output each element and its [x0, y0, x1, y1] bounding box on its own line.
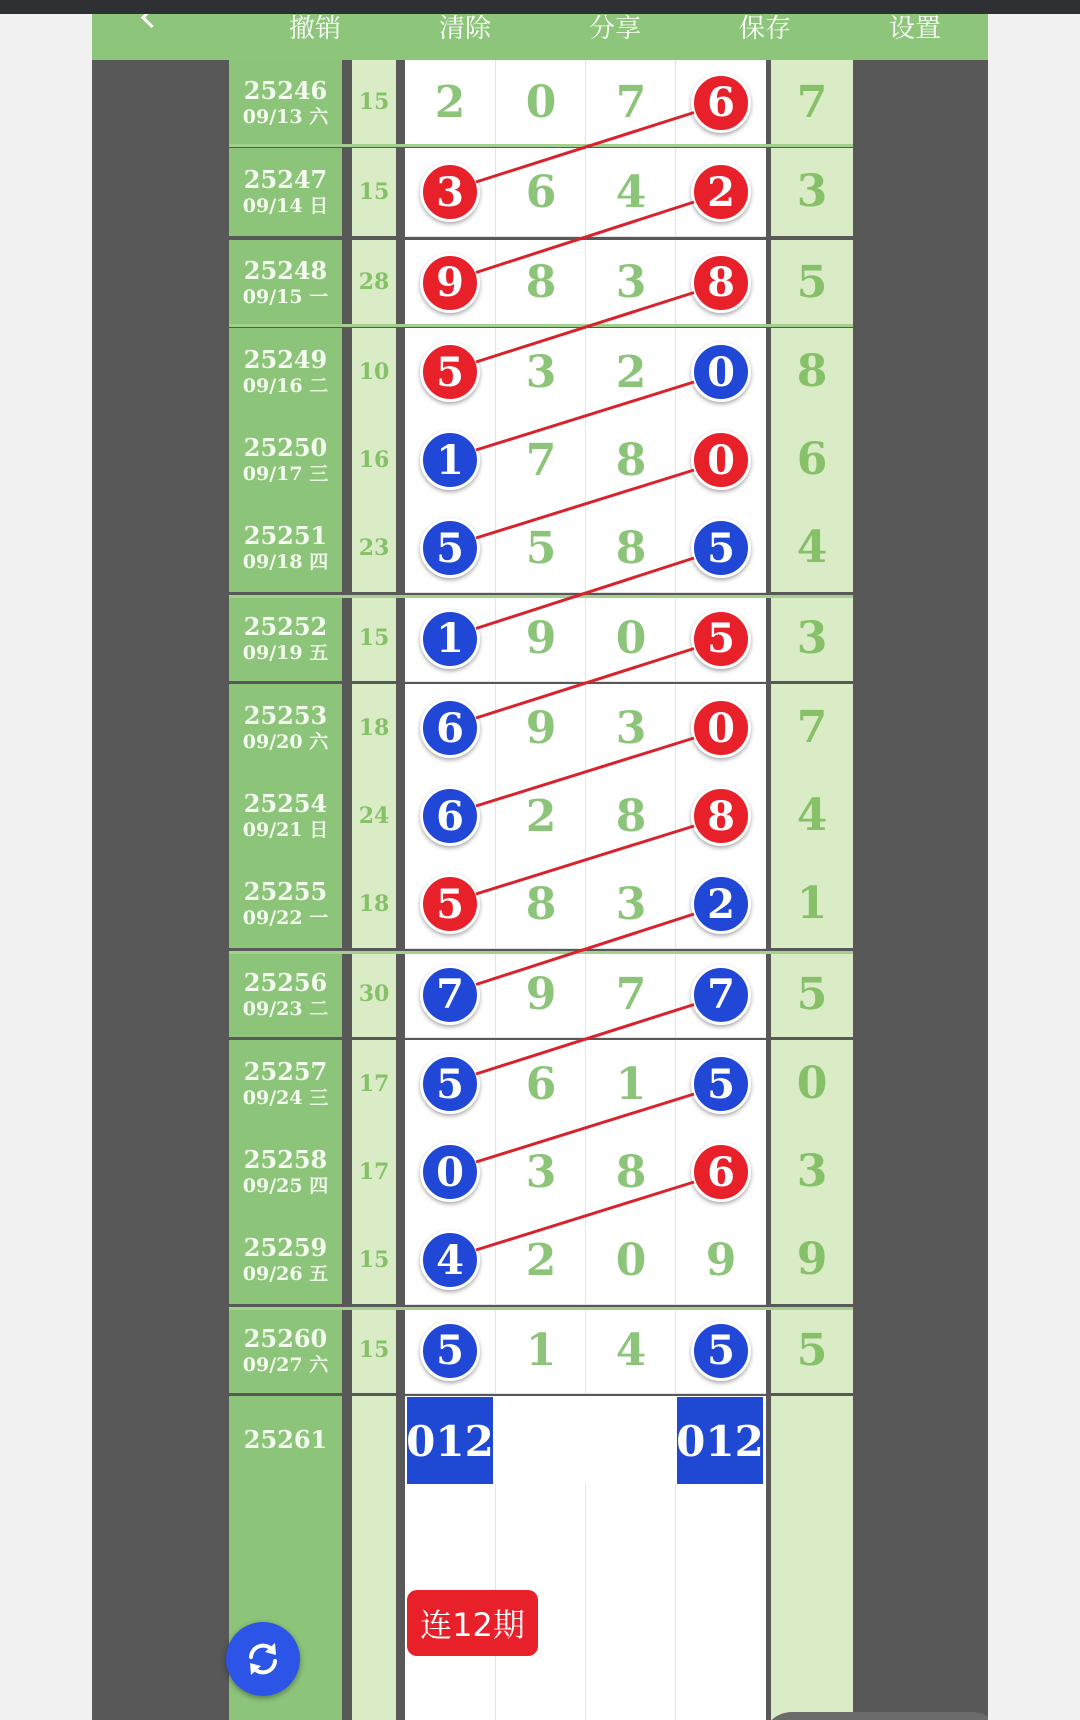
issue-date: 09/14 日	[242, 195, 329, 217]
blue-ball: 6	[420, 786, 480, 846]
digit-text: 4	[615, 166, 647, 218]
sum-cell: 17	[352, 1128, 396, 1216]
connector-line	[476, 738, 694, 806]
extra-digit-cell: 4	[771, 504, 853, 592]
undo-button[interactable]: 撤销	[288, 14, 341, 44]
prediction-box[interactable]: 012	[407, 1397, 493, 1485]
digit-text: 0	[615, 613, 647, 664]
extra-digit-cell: 5	[771, 240, 853, 325]
issue-number: 25260	[243, 1323, 328, 1353]
connector-line	[476, 1005, 694, 1075]
digit-text: 4	[615, 1325, 647, 1376]
connector-line	[476, 558, 694, 629]
issue-date: 09/13 六	[242, 105, 329, 128]
digit-text: 2	[615, 346, 647, 398]
red-ball: 5	[420, 342, 480, 402]
issue-date: 09/26 五	[242, 1263, 329, 1285]
extra-digit-cell: 3	[771, 596, 853, 681]
extra-digit-cell: 7	[771, 684, 853, 772]
blue-ball: 5	[691, 518, 751, 578]
sum-cell: 18	[352, 860, 396, 948]
digit-text: 9	[525, 969, 557, 1020]
issue-date: 09/24 三	[242, 1087, 329, 1109]
blue-ball: 5	[420, 518, 480, 578]
refresh-button[interactable]	[226, 1622, 300, 1696]
streak-badge: 连12期	[407, 1590, 538, 1656]
digit-text: 0	[525, 77, 557, 128]
issue-date: 09/15 一	[242, 285, 329, 308]
issue-number: 25251	[243, 521, 328, 550]
blue-ball: 5	[691, 1054, 751, 1114]
refresh-icon	[241, 1637, 285, 1681]
digit-text: 8	[615, 1146, 647, 1198]
digit-text: 0	[615, 1234, 647, 1286]
sum-cell: 15	[352, 148, 396, 236]
extra-digit-cell: 7	[771, 60, 853, 145]
extra-digit-cell: 3	[771, 1128, 853, 1216]
issue-number: 25257	[243, 1057, 328, 1086]
connector-line	[476, 470, 694, 538]
connector-line	[476, 1094, 694, 1162]
extra-digit-cell: 0	[771, 1040, 853, 1128]
issue-date: 09/25 四	[242, 1175, 329, 1197]
blue-ball: 5	[420, 1321, 480, 1381]
blue-ball: 5	[420, 1054, 480, 1114]
issue-date: 09/19 五	[242, 641, 329, 664]
extra-digit-cell: 5	[771, 1308, 853, 1393]
digit-text: 8	[525, 257, 557, 308]
app-window	[92, 14, 988, 1720]
issue-date: 09/18 四	[242, 551, 329, 573]
digit-text: 8	[615, 434, 647, 486]
sum-cell: 15	[352, 1216, 396, 1304]
connector-line	[476, 293, 694, 363]
digit-text: 6	[525, 166, 557, 218]
issue-number: 25253	[243, 701, 328, 730]
sum-cell: 10	[352, 328, 396, 416]
digit-text: 1	[525, 1325, 557, 1376]
share-button[interactable]: 分享	[588, 14, 641, 44]
red-ball: 8	[691, 786, 751, 846]
blue-ball: 1	[420, 430, 480, 490]
digit-text: 3	[615, 702, 647, 754]
digit-text: 6	[525, 1058, 557, 1110]
red-ball: 8	[691, 253, 751, 313]
save-button[interactable]: 保存	[738, 14, 791, 44]
red-ball: 5	[691, 609, 751, 669]
red-ball: 0	[691, 698, 751, 758]
red-ball: 3	[420, 162, 480, 222]
connector-line	[476, 113, 694, 183]
issue-number: 25261	[243, 1425, 328, 1454]
digit-text: 8	[615, 790, 647, 842]
issue-number: 25246	[243, 75, 328, 105]
connector-line	[476, 1182, 694, 1250]
digit-text: 7	[525, 434, 557, 486]
red-ball: 9	[420, 253, 480, 313]
sum-cell: 15	[352, 596, 396, 681]
sum-cell: 17	[352, 1040, 396, 1128]
bottom-pill	[762, 1712, 988, 1720]
issue-date: 09/21 日	[242, 819, 329, 841]
digit-text: 9	[705, 1234, 737, 1286]
blue-ball: 4	[420, 1230, 480, 1290]
issue-number: 25256	[243, 967, 328, 997]
digit-text: 7	[615, 77, 647, 128]
connector-line	[476, 826, 694, 894]
extra-digit-cell: 3	[771, 148, 853, 236]
digit-text: 3	[525, 346, 557, 398]
issue-number: 25250	[243, 433, 328, 462]
blue-ball: 5	[691, 1321, 751, 1381]
digit-text: 8	[615, 522, 647, 574]
issue-date: 09/20 六	[242, 731, 329, 753]
extra-digit-cell: 5	[771, 952, 853, 1037]
connector-lines	[92, 14, 988, 1720]
issue-number: 25252	[243, 611, 328, 641]
red-ball: 5	[420, 874, 480, 934]
red-ball: 2	[691, 162, 751, 222]
issue-date: 09/27 六	[242, 1353, 329, 1376]
blue-ball: 2	[691, 874, 751, 934]
digit-text: 7	[615, 969, 647, 1020]
sum-cell: 15	[352, 60, 396, 145]
blue-ball: 0	[691, 342, 751, 402]
issue-number: 25258	[243, 1145, 328, 1174]
extra-digit-cell: 1	[771, 860, 853, 948]
sum-cell: 16	[352, 416, 396, 504]
sum-cell: 18	[352, 684, 396, 772]
digit-text: 8	[525, 878, 557, 930]
sum-cell: 24	[352, 772, 396, 860]
connector-line	[476, 382, 694, 450]
connector-line	[476, 202, 694, 273]
sum-cell: 23	[352, 504, 396, 592]
issue-date: 09/17 三	[242, 463, 329, 485]
extra-digit-cell: 8	[771, 328, 853, 416]
issue-date: 09/23 二	[242, 997, 329, 1020]
digit-text: 2	[434, 77, 466, 128]
blue-ball: 7	[420, 965, 480, 1025]
blue-ball: 0	[420, 1142, 480, 1202]
red-ball: 0	[691, 430, 751, 490]
digit-text: 2	[525, 790, 557, 842]
connector-line	[476, 914, 694, 985]
digit-text: 5	[525, 522, 557, 574]
sum-cell: 15	[352, 1308, 396, 1393]
issue-number: 25249	[243, 345, 328, 374]
status-bar	[0, 0, 1080, 14]
issue-number: 25254	[243, 789, 328, 818]
extra-digit-cell: 4	[771, 772, 853, 860]
prediction-box[interactable]: 012	[677, 1397, 763, 1485]
settings-button[interactable]: 设置	[888, 14, 941, 44]
issue-number: 25248	[243, 255, 328, 285]
blue-ball: 7	[691, 965, 751, 1025]
extra-digit-cell: 9	[771, 1216, 853, 1304]
digit-text: 9	[525, 613, 557, 664]
digit-text: 3	[615, 257, 647, 308]
digit-text: 2	[525, 1234, 557, 1286]
red-ball: 6	[691, 1142, 751, 1202]
red-ball: 6	[691, 73, 751, 133]
sum-cell: 30	[352, 952, 396, 1037]
issue-number: 25255	[243, 877, 328, 906]
blue-ball: 6	[420, 698, 480, 758]
digit-text: 9	[525, 702, 557, 754]
issue-date: 09/22 一	[242, 907, 329, 929]
issue-number: 25259	[243, 1233, 328, 1262]
extra-digit-cell: 6	[771, 416, 853, 504]
connector-line	[476, 649, 694, 719]
issue-date: 09/16 二	[242, 375, 329, 397]
digit-text: 3	[525, 1146, 557, 1198]
digit-text: 3	[615, 878, 647, 930]
issue-number: 25247	[243, 165, 328, 194]
clear-button[interactable]: 清除	[438, 14, 491, 44]
sum-cell: 28	[352, 240, 396, 325]
digit-text: 1	[615, 1058, 647, 1110]
blue-ball: 1	[420, 609, 480, 669]
